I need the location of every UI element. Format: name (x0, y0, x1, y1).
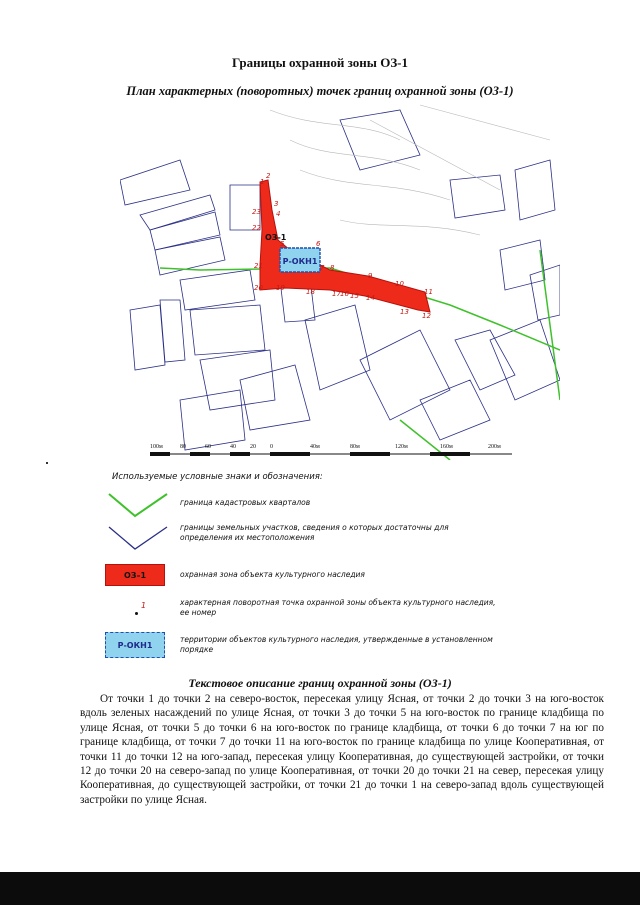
point-label: 21 (254, 262, 263, 270)
description-title: Текстовое описание границ охранной зоны (ОЗ-1) (188, 676, 452, 690)
point-label: 19 (276, 284, 285, 292)
zone-label: ОЗ-1 (265, 233, 287, 242)
blue-line-icon (105, 523, 171, 553)
point-label: 5 (280, 240, 285, 248)
heritage-territory-label: Р-ОКН1 (282, 257, 318, 266)
red-zone-icon (105, 564, 165, 586)
zone-icon-label: ОЗ–1 (123, 570, 147, 580)
point-label: 7 (320, 264, 325, 272)
legend-text: границы земельных участков, сведения о которых достаточны для определения их местоположения (180, 523, 449, 542)
scale-label: 100м (150, 444, 163, 450)
point-icon-label: 1 (141, 601, 147, 610)
point-label: 17 (332, 290, 341, 298)
scale-label: 40 (230, 444, 236, 450)
document-title: Границы охранной зоны ОЗ-1 (231, 55, 409, 70)
point-label: 13 (400, 308, 409, 316)
point-label: 1 (260, 178, 265, 186)
scale-label: 60 (205, 444, 211, 450)
point-icon (105, 598, 171, 628)
scale-label: 120м (395, 444, 408, 450)
point-label: 20 (254, 284, 263, 292)
point-label: 9 (368, 272, 373, 280)
point-label: 2 (266, 172, 271, 180)
point-label: 4 (276, 210, 281, 218)
scale-label: 40м (310, 444, 320, 450)
heritage-icon-label: Р-ОКН1 (117, 640, 153, 650)
point-label: 3 (274, 200, 279, 208)
point-label: 15 (350, 292, 359, 300)
scan-mark (46, 462, 48, 464)
scan-footer-bar (0, 872, 640, 905)
point-label: 22 (252, 224, 261, 232)
legend-item-heritage (105, 632, 525, 672)
legend-text: граница кадастровых кварталов (180, 498, 311, 507)
scale-label: 0 (270, 444, 273, 450)
point-label: 18 (306, 288, 315, 296)
point-label: 14 (366, 294, 375, 302)
cadastral-map (120, 100, 560, 460)
point-label: 6 (316, 240, 321, 248)
map-scale-bar (150, 440, 512, 462)
point-label: 8 (330, 264, 335, 272)
point-label: 23 (252, 208, 261, 216)
legend-text: охранная зона объекта культурного наследия (180, 570, 365, 579)
terrain-lines (270, 105, 550, 235)
scale-label: 80 (180, 444, 186, 450)
scale-label: 80м (350, 444, 360, 450)
point-label: 10 (395, 280, 404, 288)
description-body: От точки 1 до точки 2 на северо-восток, пересекая улицу Ясная, от точки 2 до точки 3 на юго-восток вдоль зеленых насаждений по улице Ясная, от точки 3 до точки 5 на юго-восток по границе кладбища по улице Ясная, от точки 5 до точки 6 на юго-восток по границе кладбища, от точки 6 до точки 7 на юг по границе кладбища, от точки 7 до точки 11 на юго-восток по границе кладбища по улице Кооперативная, от точки 11 до точки 12 на юго-запад, пересекая улицу Кооперативная, до существующей застройки, от точки 12 до точки 20 на северо-запад по улице Кооперативная, от точки 20 до точки 21 на север, пересекая улицу Кооперативная, до существующей застройки, от точки 21 до точки 1 на северо-запад вдоль существующей застройки по улице Ясная. (80, 693, 604, 806)
legend-text: территории объектов культурного наследия, утвержденные в установленном порядке (180, 635, 493, 654)
heritage-territory-icon (105, 632, 165, 658)
scale-label: 200м (488, 444, 501, 450)
scale-label: 20 (250, 444, 256, 450)
point-label: 11 (424, 288, 433, 296)
document-subtitle: План характерных (поворотных) точек границ охранной зоны (ОЗ-1) (126, 84, 514, 98)
legend-item-parcels (105, 523, 525, 563)
legend-item-zone (105, 562, 525, 602)
scale-label: 160м (440, 444, 453, 450)
legend-text: характерная поворотная точка охранной зоны объекта культурного наследия, ее номер (180, 598, 496, 617)
point-label: 12 (422, 312, 431, 320)
legend-heading: Используемые условные знаки и обозначения: (112, 472, 323, 482)
green-line-icon (105, 490, 171, 520)
point-label: 16 (340, 290, 349, 298)
